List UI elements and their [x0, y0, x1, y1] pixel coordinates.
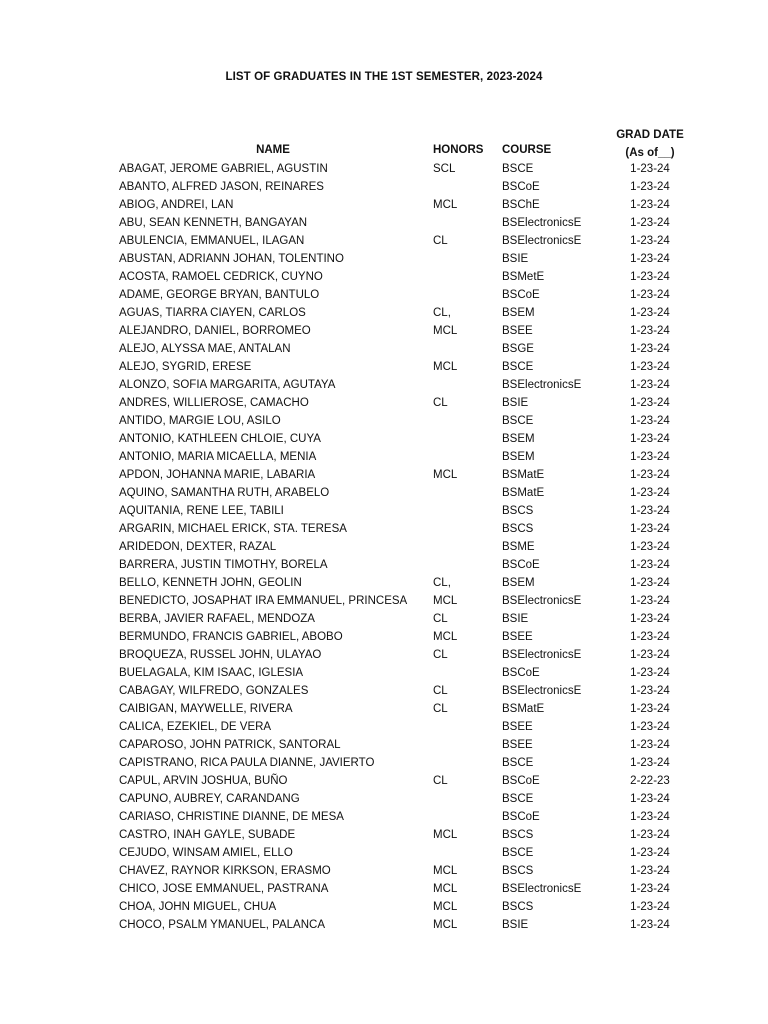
- graduate-grad-date: 1-23-24: [630, 901, 670, 913]
- graduate-course: BSIE: [502, 253, 529, 265]
- graduate-grad-date: 1-23-24: [630, 811, 670, 823]
- graduate-grad-date: 1-23-24: [630, 271, 670, 283]
- graduate-name: ABANTO, ALFRED JASON, REINARES: [119, 181, 324, 193]
- graduate-honors: SCL: [433, 163, 456, 175]
- graduate-name: CHAVEZ, RAYNOR KIRKSON, ERASMO: [119, 865, 331, 877]
- graduate-course: BSMatE: [502, 487, 545, 499]
- graduate-name: BERBA, JAVIER RAFAEL, MENDOZA: [119, 613, 315, 625]
- graduate-name: ANDRES, WILLIEROSE, CAMACHO: [119, 397, 309, 409]
- graduate-grad-date: 1-23-24: [630, 163, 670, 175]
- graduate-course: BSIE: [502, 613, 529, 625]
- graduate-honors: MCL: [433, 199, 458, 211]
- table-row: [0, 178, 768, 196]
- graduate-name: ARGARIN, MICHAEL ERICK, STA. TERESA: [119, 523, 347, 535]
- graduate-honors: MCL: [433, 361, 458, 373]
- table-row: [0, 394, 768, 412]
- graduate-course: BSCS: [502, 901, 534, 913]
- graduate-name: ABU, SEAN KENNETH, BANGAYAN: [119, 217, 308, 229]
- graduate-grad-date: 1-23-24: [630, 595, 670, 607]
- graduate-name: CHOA, JOHN MIGUEL, CHUA: [119, 901, 277, 913]
- graduate-name: CASTRO, INAH GAYLE, SUBADE: [119, 829, 296, 841]
- graduate-name: BUELAGALA, KIM ISAAC, IGLESIA: [119, 667, 304, 679]
- graduate-name: ANTONIO, KATHLEEN CHLOIE, CUYA: [119, 433, 321, 445]
- graduate-honors: MCL: [433, 325, 458, 337]
- graduate-course: BSCoE: [502, 289, 540, 301]
- header-name: NAME: [256, 144, 290, 156]
- table-row: [0, 592, 768, 610]
- graduate-name: CAIBIGAN, MAYWELLE, RIVERA: [119, 703, 293, 715]
- document-title: LIST OF GRADUATES IN THE 1ST SEMESTER, 2023-2024: [225, 71, 543, 83]
- graduate-name: AQUINO, SAMANTHA RUTH, ARABELO: [119, 487, 330, 499]
- graduate-grad-date: 1-23-24: [630, 397, 670, 409]
- table-row: [0, 610, 768, 628]
- header-honors: HONORS: [433, 144, 484, 156]
- graduate-name: CEJUDO, WINSAM AMIEL, ELLO: [119, 847, 293, 859]
- graduate-grad-date: 1-23-24: [630, 523, 670, 535]
- table-row: [0, 898, 768, 916]
- header-grad-date-line1: GRAD DATE: [616, 129, 684, 141]
- graduate-honors: CL: [433, 397, 448, 409]
- table-row: [0, 466, 768, 484]
- graduate-name: ANTIDO, MARGIE LOU, ASILO: [119, 415, 281, 427]
- graduate-course: BSCoE: [502, 775, 540, 787]
- graduate-course: BSCS: [502, 829, 534, 841]
- table-row: [0, 412, 768, 430]
- graduate-grad-date: 1-23-24: [630, 451, 670, 463]
- graduate-honors: MCL: [433, 883, 458, 895]
- graduate-course: BSEM: [502, 433, 535, 445]
- graduate-name: ABULENCIA, EMMANUEL, ILAGAN: [119, 235, 305, 247]
- graduate-name: ABAGAT, JEROME GABRIEL, AGUSTIN: [119, 163, 328, 175]
- graduate-course: BSCE: [502, 361, 534, 373]
- graduate-course: BSEM: [502, 577, 535, 589]
- graduate-name: BERMUNDO, FRANCIS GABRIEL, ABOBO: [119, 631, 343, 643]
- graduate-grad-date: 1-23-24: [630, 181, 670, 193]
- graduate-grad-date: 1-23-24: [630, 829, 670, 841]
- table-row: [0, 664, 768, 682]
- graduate-course: BSEM: [502, 307, 535, 319]
- graduate-grad-date: 1-23-24: [630, 739, 670, 751]
- table-row: [0, 556, 768, 574]
- graduate-grad-date: 1-23-24: [630, 685, 670, 697]
- graduate-name: ALEJANDRO, DANIEL, BORROMEO: [119, 325, 311, 337]
- table-row: [0, 358, 768, 376]
- graduates-table: [0, 160, 768, 934]
- table-row: [0, 790, 768, 808]
- graduate-honors: MCL: [433, 865, 458, 877]
- graduate-honors: MCL: [433, 829, 458, 841]
- table-row: [0, 844, 768, 862]
- graduate-grad-date: 1-23-24: [630, 325, 670, 337]
- graduate-grad-date: 1-23-24: [630, 559, 670, 571]
- table-row: [0, 304, 768, 322]
- graduate-honors: CL: [433, 703, 448, 715]
- graduate-name: CAPUL, ARVIN JOSHUA, BUÑO: [119, 775, 288, 787]
- table-row: [0, 430, 768, 448]
- graduate-course: BSEE: [502, 325, 533, 337]
- table-row: [0, 214, 768, 232]
- graduate-name: CARIASO, CHRISTINE DIANNE, DE MESA: [119, 811, 344, 823]
- table-row: [0, 250, 768, 268]
- graduate-grad-date: 1-23-24: [630, 217, 670, 229]
- table-row: [0, 574, 768, 592]
- graduate-name: CHICO, JOSE EMMANUEL, PASTRANA: [119, 883, 329, 895]
- graduate-name: ALONZO, SOFIA MARGARITA, AGUTAYA: [119, 379, 336, 391]
- graduate-course: BSEE: [502, 739, 533, 751]
- graduate-course: BSMatE: [502, 703, 545, 715]
- graduate-course: BSElectronicsE: [502, 649, 582, 661]
- table-row: [0, 880, 768, 898]
- graduate-honors: CL: [433, 613, 448, 625]
- graduate-name: AQUITANIA, RENE LEE, TABILI: [119, 505, 284, 517]
- graduate-grad-date: 1-23-24: [630, 379, 670, 391]
- graduate-grad-date: 1-23-24: [630, 793, 670, 805]
- graduate-course: BSCoE: [502, 667, 540, 679]
- graduate-name: BROQUEZA, RUSSEL JOHN, ULAYAO: [119, 649, 322, 661]
- graduate-course: BSCE: [502, 757, 534, 769]
- table-row: [0, 376, 768, 394]
- table-row: [0, 160, 768, 178]
- graduate-grad-date: 1-23-24: [630, 631, 670, 643]
- graduate-name: CALICA, EZEKIEL, DE VERA: [119, 721, 272, 733]
- graduate-grad-date: 1-23-24: [630, 883, 670, 895]
- graduate-course: BSEE: [502, 721, 533, 733]
- table-row: [0, 340, 768, 358]
- graduate-name: BELLO, KENNETH JOHN, GEOLIN: [119, 577, 302, 589]
- graduate-name: ALEJO, SYGRID, ERESE: [119, 361, 252, 373]
- graduate-grad-date: 1-23-24: [630, 415, 670, 427]
- graduate-course: BSElectronicsE: [502, 883, 582, 895]
- table-row: [0, 736, 768, 754]
- graduate-name: CAPUNO, AUBREY, CARANDANG: [119, 793, 300, 805]
- graduate-course: BSCS: [502, 505, 534, 517]
- graduate-course: BSGE: [502, 343, 534, 355]
- graduate-name: ANTONIO, MARIA MICAELLA, MENIA: [119, 451, 317, 463]
- graduate-course: BSMetE: [502, 271, 545, 283]
- graduate-name: APDON, JOHANNA MARIE, LABARIA: [119, 469, 316, 481]
- graduate-honors: CL: [433, 685, 448, 697]
- graduate-course: BSCoE: [502, 181, 540, 193]
- graduate-course: BSChE: [502, 199, 540, 211]
- graduate-course: BSCS: [502, 523, 534, 535]
- graduate-course: BSElectronicsE: [502, 379, 582, 391]
- graduate-honors: CL: [433, 235, 448, 247]
- header-grad-date: [605, 126, 695, 162]
- table-row: [0, 916, 768, 934]
- graduate-name: ACOSTA, RAMOEL CEDRICK, CUYNO: [119, 271, 323, 283]
- graduate-name: ABUSTAN, ADRIANN JOHAN, TOLENTINO: [119, 253, 344, 265]
- table-row: [0, 700, 768, 718]
- table-row: [0, 628, 768, 646]
- table-row: [0, 754, 768, 772]
- graduate-honors: MCL: [433, 469, 458, 481]
- graduate-name: CAPAROSO, JOHN PATRICK, SANTORAL: [119, 739, 341, 751]
- graduate-name: ARIDEDON, DEXTER, RAZAL: [119, 541, 277, 553]
- graduate-course: BSElectronicsE: [502, 235, 582, 247]
- graduate-name: ALEJO, ALYSSA MAE, ANTALAN: [119, 343, 291, 355]
- graduate-grad-date: 1-23-24: [630, 847, 670, 859]
- graduate-course: BSCS: [502, 865, 534, 877]
- graduate-course: BSEM: [502, 451, 535, 463]
- graduate-name: ABIOG, ANDREI, LAN: [119, 199, 234, 211]
- table-row: [0, 502, 768, 520]
- table-row: [0, 232, 768, 250]
- graduate-grad-date: 1-23-24: [630, 361, 670, 373]
- table-row: [0, 268, 768, 286]
- graduate-honors: MCL: [433, 919, 458, 931]
- header-grad-date-line2: (As of__): [625, 147, 675, 159]
- graduate-grad-date: 1-23-24: [630, 577, 670, 589]
- graduate-grad-date: 1-23-24: [630, 757, 670, 769]
- table-row: [0, 196, 768, 214]
- graduate-grad-date: 1-23-24: [630, 199, 670, 211]
- graduate-grad-date: 2-22-23: [630, 775, 670, 787]
- graduate-course: BSElectronicsE: [502, 685, 582, 697]
- table-row: [0, 646, 768, 664]
- table-row: [0, 538, 768, 556]
- graduate-course: BSCoE: [502, 559, 540, 571]
- graduate-grad-date: 1-23-24: [630, 289, 670, 301]
- graduate-name: AGUAS, TIARRA CIAYEN, CARLOS: [119, 307, 306, 319]
- graduate-grad-date: 1-23-24: [630, 721, 670, 733]
- graduate-course: BSCE: [502, 163, 534, 175]
- graduate-grad-date: 1-23-24: [630, 433, 670, 445]
- table-row: [0, 862, 768, 880]
- graduate-name: CABAGAY, WILFREDO, GONZALES: [119, 685, 309, 697]
- table-row: [0, 322, 768, 340]
- table-row: [0, 682, 768, 700]
- graduate-grad-date: 1-23-24: [630, 541, 670, 553]
- graduate-course: BSCoE: [502, 811, 540, 823]
- table-row: [0, 286, 768, 304]
- table-row: [0, 718, 768, 736]
- graduate-name: CAPISTRANO, RICA PAULA DIANNE, JAVIERTO: [119, 757, 375, 769]
- graduate-honors: MCL: [433, 595, 458, 607]
- graduate-honors: MCL: [433, 901, 458, 913]
- graduate-grad-date: 1-23-24: [630, 649, 670, 661]
- graduate-course: BSIE: [502, 397, 529, 409]
- graduate-course: BSMatE: [502, 469, 545, 481]
- graduate-name: BARRERA, JUSTIN TIMOTHY, BORELA: [119, 559, 328, 571]
- header-course: COURSE: [502, 144, 552, 156]
- graduate-course: BSIE: [502, 919, 529, 931]
- graduate-honors: CL: [433, 649, 448, 661]
- graduate-name: CHOCO, PSALM YMANUEL, PALANCA: [119, 919, 325, 931]
- table-row: [0, 826, 768, 844]
- graduate-grad-date: 1-23-24: [630, 667, 670, 679]
- graduate-grad-date: 1-23-24: [630, 703, 670, 715]
- graduate-course: BSCE: [502, 793, 534, 805]
- graduate-name: BENEDICTO, JOSAPHAT IRA EMMANUEL, PRINCESA: [119, 595, 408, 607]
- graduate-grad-date: 1-23-24: [630, 253, 670, 265]
- graduate-grad-date: 1-23-24: [630, 343, 670, 355]
- graduate-grad-date: 1-23-24: [630, 469, 670, 481]
- graduate-grad-date: 1-23-24: [630, 235, 670, 247]
- graduate-grad-date: 1-23-24: [630, 919, 670, 931]
- graduate-course: BSCE: [502, 847, 534, 859]
- table-row: [0, 808, 768, 826]
- graduate-course: BSEE: [502, 631, 533, 643]
- graduate-grad-date: 1-23-24: [630, 307, 670, 319]
- table-row: [0, 484, 768, 502]
- graduate-course: BSElectronicsE: [502, 595, 582, 607]
- graduate-name: ADAME, GEORGE BRYAN, BANTULO: [119, 289, 320, 301]
- graduate-grad-date: 1-23-24: [630, 505, 670, 517]
- graduate-honors: CL,: [433, 577, 451, 589]
- table-row: [0, 520, 768, 538]
- graduate-honors: CL: [433, 775, 448, 787]
- table-row: [0, 772, 768, 790]
- graduate-grad-date: 1-23-24: [630, 865, 670, 877]
- graduate-honors: CL,: [433, 307, 451, 319]
- graduate-grad-date: 1-23-24: [630, 487, 670, 499]
- graduate-grad-date: 1-23-24: [630, 613, 670, 625]
- graduate-course: BSME: [502, 541, 535, 553]
- graduate-course: BSElectronicsE: [502, 217, 582, 229]
- graduate-course: BSCE: [502, 415, 534, 427]
- graduate-honors: MCL: [433, 631, 458, 643]
- table-row: [0, 448, 768, 466]
